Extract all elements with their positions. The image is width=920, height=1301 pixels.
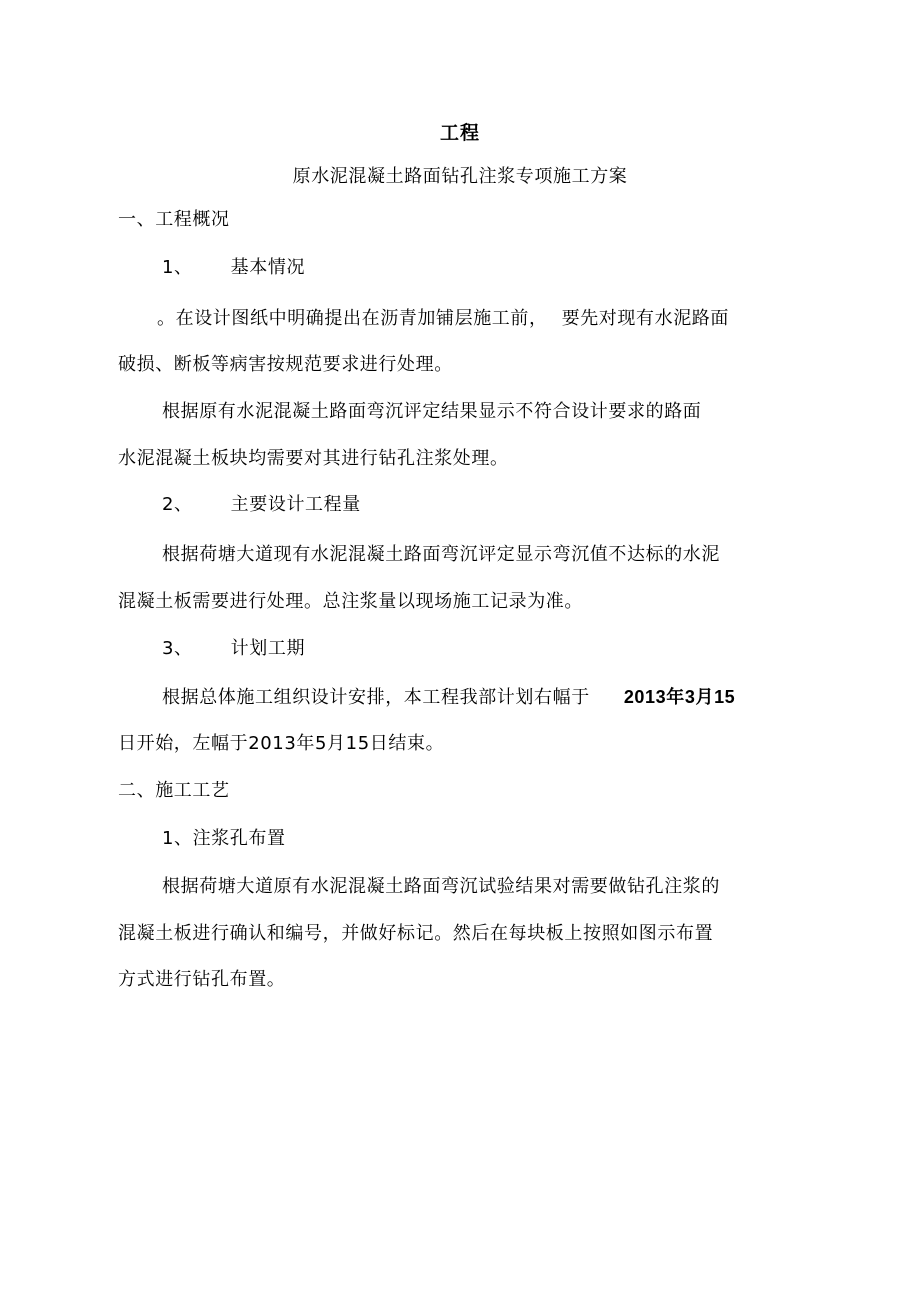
paragraph-line: 根据荷塘大道现有水泥混凝土路面弯沉评定显示弯沉值不达标的水泥 [162, 544, 720, 565]
subsection-title: 主要设计工程量 [230, 494, 361, 515]
paragraph-line: 根据原有水泥混凝土路面弯沉评定结果显示不符合设计要求的路面 [162, 401, 702, 422]
subsection-title: 基本情况 [230, 257, 306, 278]
paragraph-text: 要先对现有水泥路面 [561, 308, 730, 329]
subsection-title: 计划工期 [230, 638, 306, 659]
paragraph-line [157, 307, 729, 331]
paragraph-line: 混凝土板需要进行处理。总注浆量以现场施工记录为准。 [118, 591, 583, 612]
subsection-design-quantity [162, 493, 361, 517]
section-heading-overview: 一、工程概况 [118, 209, 230, 230]
subsection-basic-info [162, 256, 305, 280]
paragraph-line: 根据荷塘大道原有水泥混凝土路面弯沉试验结果对需要做钻孔注浆的 [162, 876, 720, 897]
subsection-number: 2、 [162, 494, 193, 515]
start-date: 2013年3月15 [623, 687, 736, 707]
document-subtitle: 原水泥混凝土路面钻孔注浆专项施工方案 [292, 166, 628, 187]
subsection-number: 3、 [162, 638, 193, 659]
paragraph-line [162, 685, 735, 710]
paragraph-line: 破损、断板等病害按规范要求进行处理。 [118, 354, 453, 375]
section-heading-process: 二、施工工艺 [118, 780, 230, 801]
paragraph-line: 混凝土板进行确认和编号，并做好标记。然后在每块板上按照如图示布置 [118, 923, 714, 944]
paragraph-line: 方式进行钻孔布置。 [118, 969, 286, 990]
document-title: 工程 [439, 122, 480, 144]
paragraph-text: 。在设计图纸中明确提出在沥青加铺层施工前， [157, 308, 548, 329]
paragraph-line: 水泥混凝土板块均需要对其进行钻孔注浆处理。 [118, 448, 509, 469]
paragraph-text: 根据总体施工组织设计安排，本工程我部计划右幅于 [162, 687, 590, 708]
subsection-grout-holes: 1、注浆孔布置 [162, 828, 286, 849]
subsection-schedule [162, 637, 305, 661]
subsection-number: 1、 [162, 257, 193, 278]
paragraph-line: 日开始，左幅于2013年5月15日结束。 [118, 733, 445, 754]
